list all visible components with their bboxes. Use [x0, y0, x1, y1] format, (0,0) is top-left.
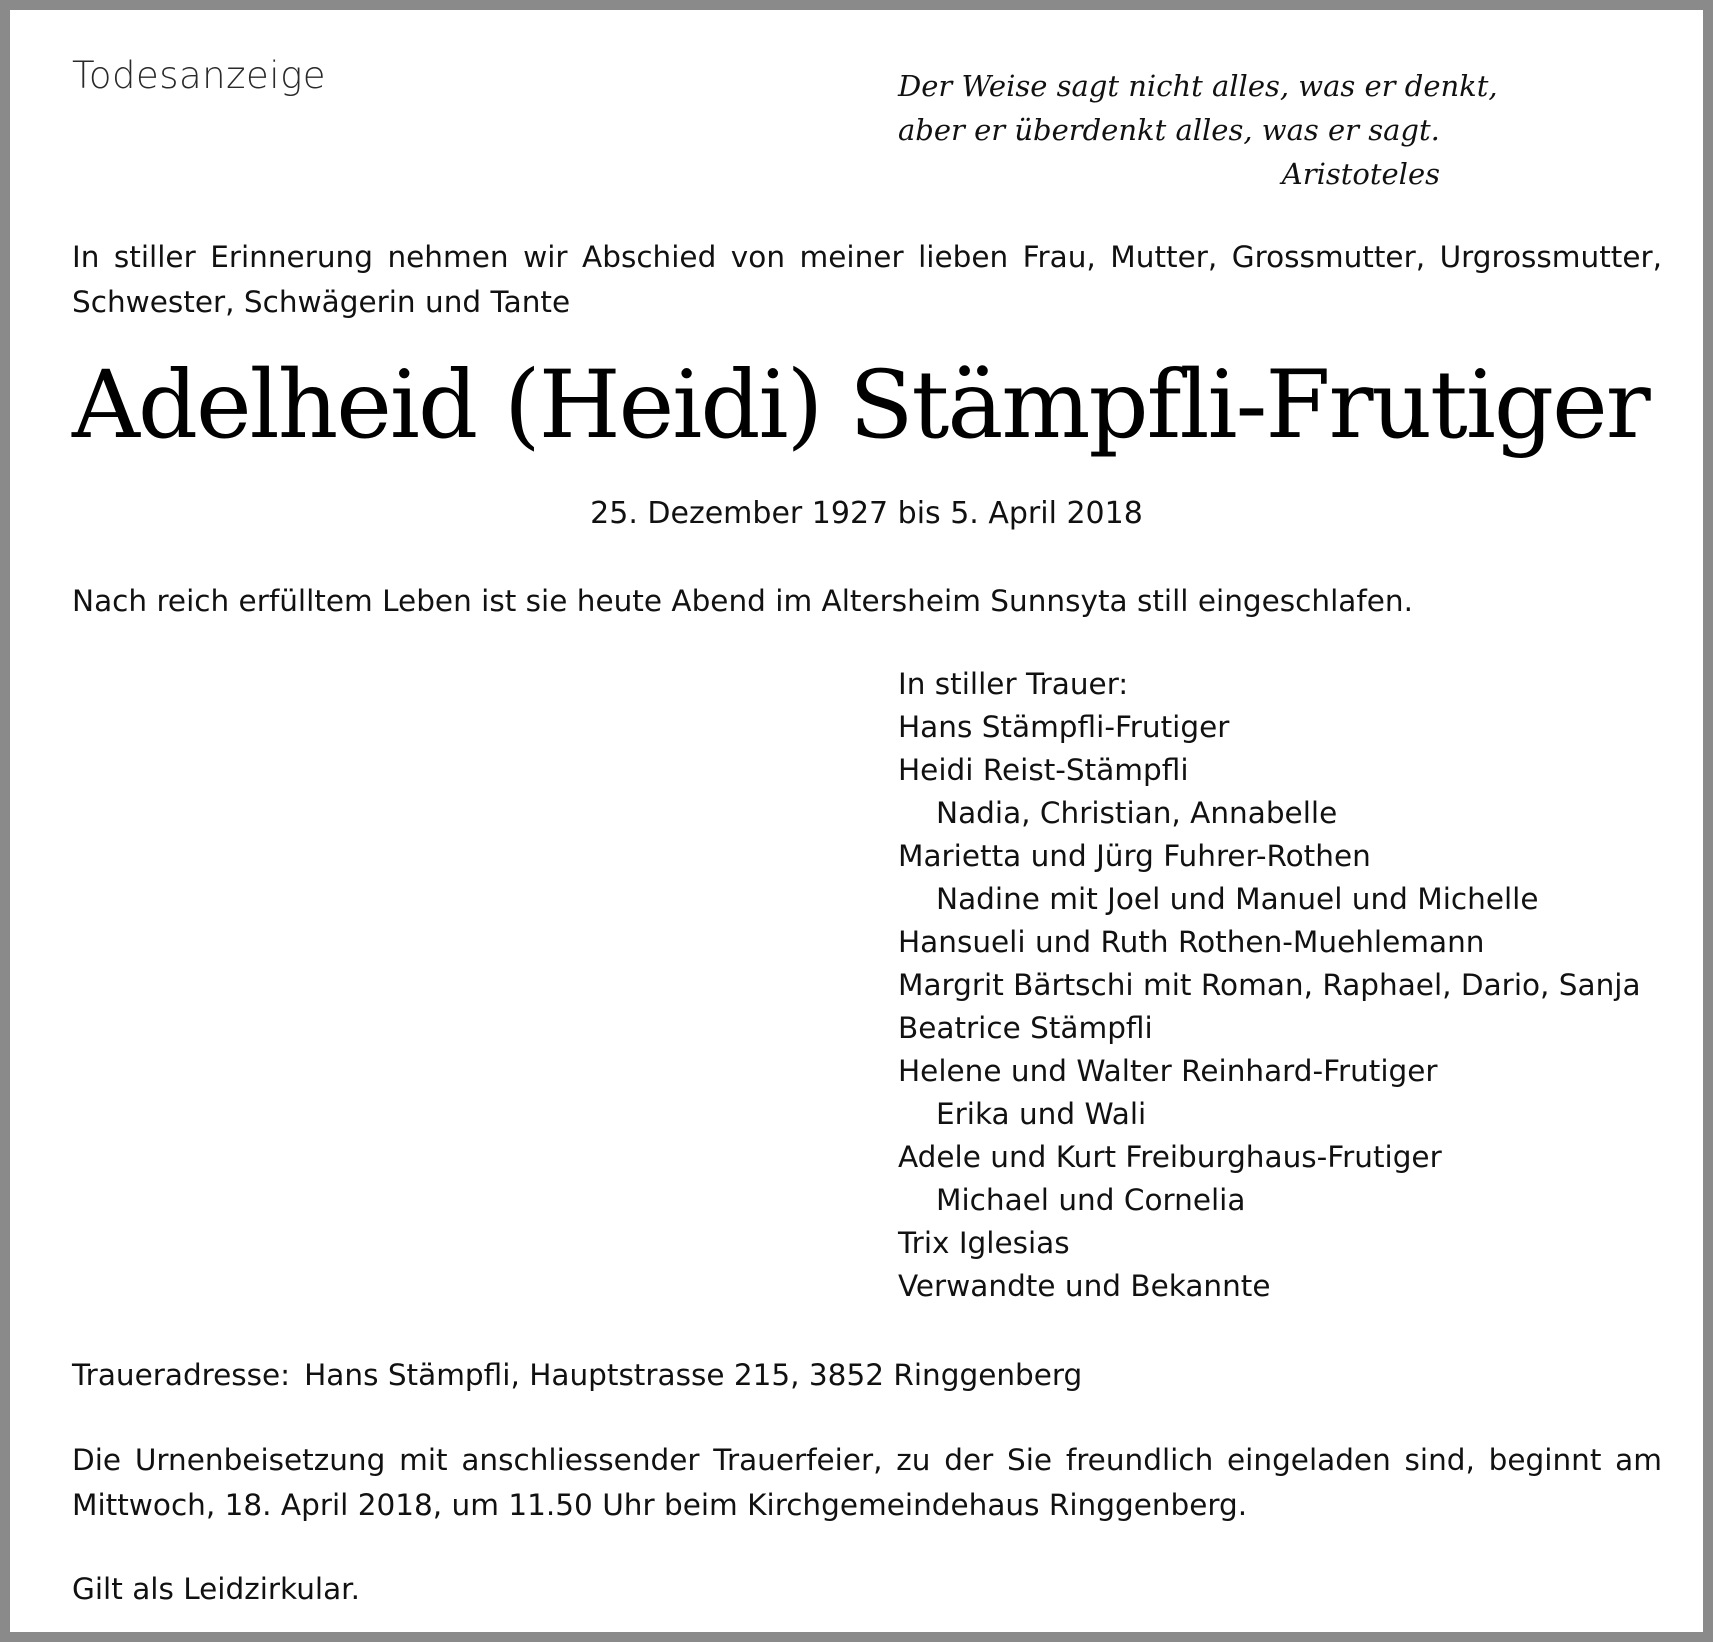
intro-paragraph: In stiller Erinnerung nehmen wir Abschied von meiner lieben Frau, Mutter, Grossmutter, Urgrossmutter, Schwester, Schwägerin und Tante	[72, 240, 1662, 319]
mourner-entry: Margrit Bärtschi mit Roman, Raphael, Dario, Sanja	[898, 968, 1641, 1002]
life-dates: 25. Dezember 1927 bis 5. April 2018	[590, 496, 1143, 531]
mourners-heading: In stiller Trauer:	[898, 667, 1129, 701]
mourner-entry: Beatrice Stämpfli	[898, 1011, 1153, 1045]
mourning-address	[72, 1353, 1662, 1397]
mourner-entry: Hansueli und Ruth Rothen-Muehlemann	[898, 925, 1485, 959]
quote-line: Der Weise sagt nicht alles, was er denkt,	[898, 69, 1498, 103]
circular-note: Gilt als Leidzirkular.	[72, 1572, 360, 1606]
mourners-list	[898, 663, 1698, 1308]
mourner-entry: Hans Stämpfli-Frutiger	[898, 710, 1230, 744]
mourner-entry: Marietta und Jürg Fuhrer-Rothen	[898, 839, 1371, 873]
mourner-entry: Heidi Reist-Stämpfli	[898, 753, 1189, 787]
address-label: Traueradresse:	[72, 1358, 291, 1392]
mourner-entry-sub: Michael und Cornelia	[936, 1183, 1246, 1217]
notice-type-label: Todesanzeige	[72, 54, 327, 97]
mourner-entry: Helene und Walter Reinhard-Frutiger	[898, 1054, 1438, 1088]
mourner-entry: Adele und Kurt Freiburghaus-Frutiger	[898, 1140, 1442, 1174]
epigraph-quote	[898, 64, 1498, 196]
mourner-entry: Verwandte und Bekannte	[898, 1269, 1271, 1303]
ceremony-paragraph: Die Urnenbeisetzung mit anschliessender Trauerfeier, zu der Sie freundlich eingeladen sind, beginnt am Mittwoch, 18. April 2018, um 11.50 Uhr beim Kirchgemeindehaus Ringgenberg.	[72, 1443, 1662, 1522]
mourner-entry: Trix Iglesias	[898, 1226, 1070, 1260]
mourner-entry-sub: Nadine mit Joel und Manuel und Michelle	[936, 882, 1539, 916]
deceased-name: Adelheid (Heidi) Stämpfli-Frutiger	[72, 351, 1649, 460]
mourner-entry-sub: Erika und Wali	[936, 1097, 1147, 1131]
quote-author: Aristoteles	[1281, 157, 1440, 191]
mourner-entry-sub: Nadia, Christian, Annabelle	[936, 796, 1338, 830]
quote-line: aber er überdenkt alles, was er sagt.	[898, 113, 1440, 147]
passing-sentence: Nach reich erfülltem Leben ist sie heute Abend im Altersheim Sunnsyta still eingeschlafen.	[72, 584, 1413, 618]
address-value: Hans Stämpfli, Hauptstrasse 215, 3852 Ringgenberg	[304, 1358, 1083, 1392]
